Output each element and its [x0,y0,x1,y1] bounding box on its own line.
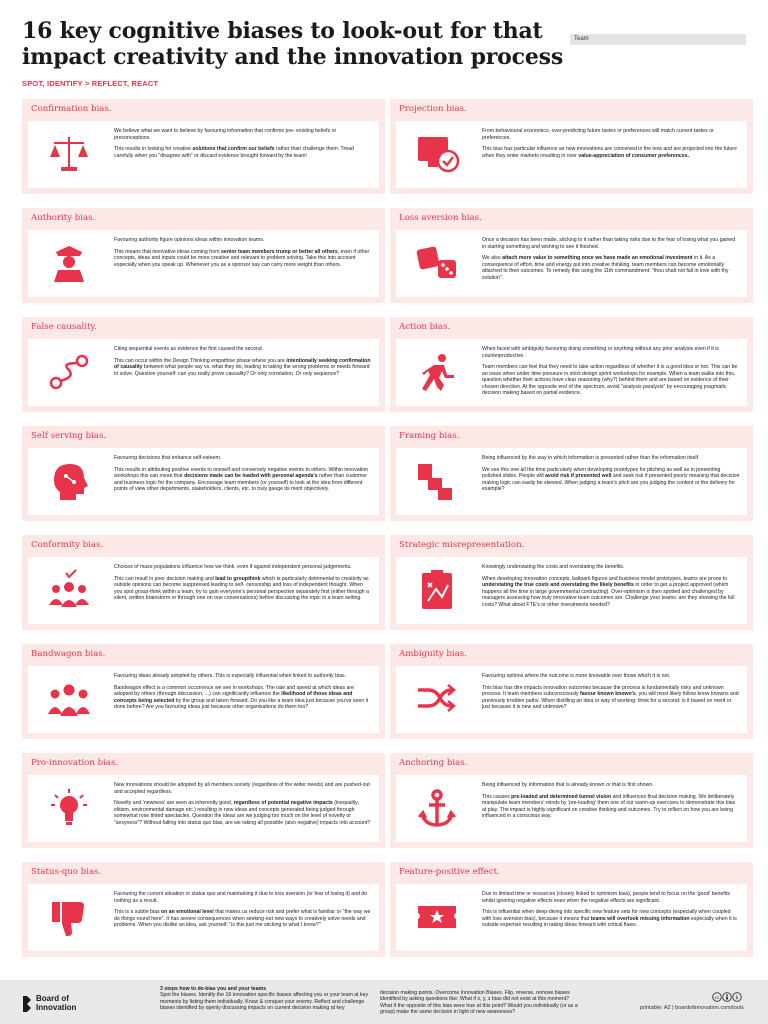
bias-definition: Choices of mass-populations influence how we think, even if against independent personal judgements. [114,564,352,570]
bias-explanation [482,685,740,711]
svg-text:cc: cc [714,996,720,1001]
bias-card-title: Conformity bias. [31,540,104,550]
bias-card-text [482,346,740,402]
bias-card-body [396,230,747,297]
frame-icon [414,460,460,502]
bias-explanation-emphasis: intentionally seeking confirmation of causality [114,357,371,370]
bias-explanation-end: (inequality, elitism, environmental damage etc.) resulting in new ideas and concepts generated being judged through somewhat rose tinted spectacles. Question the ideas are we judging too much on the level of novelty or "sexyness"? Without falling into status quo bias, are we taking all possible (also negative) impacts into account? [114,800,371,826]
bias-explanation-end: rather than challenge them. Tread carefully when you "disagree with" or discard evidence brought forward by the team! [114,146,354,159]
bias-card-text [114,673,372,716]
bias-explanation-emphasis: solutions that confirm our beliefs [192,146,275,152]
bias-explanation-end: between what people say vs. what they do, leading to taking the wrong problems or needs forward to solve. Question yourself: can you really prove causality? Or only correlation. Or only sequence? [114,364,370,377]
bias-explanation-start: This can result in poor decision making and [114,575,216,582]
bias-definition: Favouring decisions that enhance self-esteem. [114,455,222,461]
bias-explanation [114,358,372,378]
bias-explanation-start: Novelty and 'newness' are seen as inherently good, [114,800,234,806]
bias-explanation-emphasis: lead to groupthink [215,575,261,582]
svg-text:$: $ [735,995,739,1001]
bias-explanation-start: This results in looking for creative [114,146,193,152]
bias-card-text [482,673,740,716]
bias-card-text [482,455,740,498]
bias-explanation-start: Team members can feel that they need to take action regardless of whether it is a good idea or not. This can be an issue when under time pressure in strict design sprint workshops for example. When a team walks into this, question whether their actions have clear reasoning (why?) behind them and are based on evidence of their chosen direction. At the opposite end of the spectrum, avoid "analysis paralysis" by encouraging pragmatic decision making based on partial evidence. [482,364,738,396]
bias-card-text [482,128,740,164]
route-icon [46,351,92,393]
bias-card-body [396,339,747,406]
bias-explanation [482,146,740,159]
bias-explanation-end: that makes us reduce risk and prefer what is familiar or "the way we do things round here". It has severe consequences when seeking-out new ways to creatively solve needs and problems. When you dislike an idea, ask yourself: "is this just me sticking to what I know?" [114,909,371,928]
bias-explanation-emphasis: senior team members trump or better all others [220,248,338,255]
bias-explanation [482,794,740,820]
bias-definition: Favouring options where the outcome is more knowable over those which it is not. [482,673,671,679]
bias-explanation-start: This can occur within the Design Thinking empathise phase where you are [114,357,287,364]
bias-card-title: False causality. [31,322,97,332]
bias-card-text [482,782,740,825]
bias-explanation-end: , you will most likely follow know knowns and previously trodden paths. When distilling an idea or way of working: think for a second: is it based on merit or just because it is new and unknown? [482,691,739,710]
bias-card-text [114,891,372,934]
bias-explanation [114,467,372,493]
bias-card-body [28,884,379,951]
head-circuit-icon [46,460,92,502]
footer [0,980,768,1024]
bias-card-body [396,775,747,842]
bias-card-text [114,346,372,382]
bias-card [390,317,753,412]
bias-definition: Favouring authority figure opinions ideas within innovation teams. [114,237,265,243]
bias-definition: Once a decision has been made, sticking to it rather than taking risks due to the fear of losing what you gained in starting something and wishing to see it finished. [482,237,736,250]
bias-definition: Due to limited time or resources (closely linked to optimism bias), people tend to focus on the 'good' benefits whilst ignoring negative effects even when the negative effects are significant. [482,891,730,904]
bias-card-title: Projection bias. [399,104,467,114]
bias-card-text [482,564,740,613]
bias-explanation [114,576,372,602]
bias-explanation-end: which is particularly detrimental to creativity as outside opinions can become suppressed leading to self- censorship and loss of independent thought. When you spot group-think within a team, try to gain everyone's personal perspective separately first (either through a silent, written brainstorm or through one on one conversations) before discussing the topic in a team setting. [114,575,370,601]
team-field[interactable]: Team [570,34,746,45]
bias-explanation-start: This is a subtle bias [114,909,161,915]
bias-card-body [28,339,379,406]
bias-explanation [482,576,740,609]
clipboard-plan-icon [414,569,460,611]
bias-explanation-emphasis: attach more value to something once we have made an emotional investment [502,255,693,261]
bias-card-text [482,237,740,286]
license-icon [712,992,746,1004]
bias-card [390,208,753,303]
bias-card-text [114,564,372,607]
bias-explanation-emphasis: regardless of potential negative impacts [233,800,333,806]
bias-explanation-emphasis: avoid risk if presented well [545,473,612,479]
runner-icon [414,351,460,393]
scales-icon [46,133,92,175]
bias-definition: Being influenced by the way in which information is presented rather than the information itself. [482,455,700,461]
bias-explanation [482,909,740,929]
bias-explanation-end: in it. As a consequence of effort, time and energy put into creative thinking, team members can become emotionally attached to their outcomes. To remedy this using the 11th commandment: "thou shalt not fall in love with thy solution". [482,255,729,281]
shuffle-icon [414,678,460,720]
bias-explanation-start: Bandwagon effect is a common occurrence we see in workshops. The rate and speed at which ideas are adopted by others (through discussion, ...) can significantly influence the [114,684,355,697]
bias-explanation-end: especially when it is outside expertise resulting in taking ideas forward with critical flaws. [482,915,737,928]
bias-explanation-emphasis: understating the true costs and overstating the likely benefits [482,582,634,588]
bias-explanation-start: When developing innovation concepts, ballpark figures and business model prototypes, teams are prone to [482,575,728,582]
ticket-star-icon [414,896,460,938]
bias-explanation [114,800,372,826]
bias-card-title: Confirmation bias. [31,104,112,114]
bias-explanation [114,249,372,269]
bias-definition: We believe what we want to believe by favouring information that confirms pre- existing beliefs or preconceptions. [114,128,337,141]
bias-card-title: Anchoring bias. [399,758,468,768]
bias-card [22,317,385,412]
bias-definition: Knowingly understating the costs and overstating the benefits. [482,564,625,570]
bias-card [390,644,753,739]
bias-explanation-emphasis: likelihood of those ideas and concepts being selected [114,691,353,704]
bias-definition: New innovations should be adopted by all members society (regardless of the wider needs) and are pushed-out and accepted regardless. [114,782,370,795]
bias-explanation-end: , even if other concepts, ideas and inputs could be more creative and relevant to problem solving. Take this into account especially when you speak up. Whenever you as a sponsor say can carry more weight than others. [114,248,370,268]
bias-definition: Being influenced by information that is already known or that is first shown. [482,782,654,788]
bias-explanation-emphasis: on an emotional level [161,909,214,915]
bias-card-title: Feature-positive effect. [399,867,500,877]
bias-definition: Favouring the current situation or status quo and maintaining it due to loss aversion (or fear of losing it) and do nothing as a result. [114,891,368,904]
bias-card [390,99,753,194]
footer-steps-heading: 3 steps how to de-bias you and your teams [160,986,267,992]
bias-explanation-start: This bias has particular influence as new innovations are conceived in the now and are projected into the future when they enter markets resulting in over [482,146,737,159]
lightbulb-icon [46,787,92,829]
bias-card [22,535,385,630]
thumbs-down-icon [46,896,92,938]
bias-definition: Citing sequential events as evidence the first caused the second. [114,346,264,352]
bias-card-text [114,128,372,164]
bias-card-title: Authority bias. [31,213,96,223]
anchor-icon [414,787,460,829]
printable-link[interactable]: printable: A2 | boardofinnovation.com/tools [640,1005,744,1011]
bias-explanation-emphasis: decisions made can be loaded with personal agenda's [184,473,318,479]
bias-card-title: Action bias. [399,322,451,332]
bias-explanation-emphasis: pre-loaded and determined tunnel vision [511,793,612,800]
bias-explanation-end: rather than customer and business logic for the company. Encourage team members (or yourself) to look at the idea from different points of view other departments, stakeholders, clients, etc. to truly gauge its merit objectively. [114,473,367,492]
bias-explanation-start: We also [482,255,503,261]
bias-card-body [396,448,747,515]
logo-icon [22,996,32,1012]
bias-card-body [28,666,379,733]
bias-card [22,426,385,521]
bias-card [390,426,753,521]
bias-card-text [114,782,372,831]
bias-explanation [482,364,740,397]
bias-card-body [28,121,379,188]
bias-explanation [114,685,372,711]
bias-card-text [114,237,372,273]
bias-explanation-start: This results in attributing positive events to oneself and conversely negative events to others. Within innovation workshops this can mean that [114,466,369,479]
bias-card [22,644,385,739]
bias-explanation-start: We see this one all the time particularly when developing prototypes for pitching as well as in presenting polished slides. People will [482,466,721,479]
bias-explanation-end: by the group and taken forward. Do you like a team idea just because you've seen it done before? Are you favouring ideas just because other organisations do them too? [114,697,369,710]
bias-card-body [28,230,379,297]
bias-card-text [482,891,740,934]
bias-explanation-end: and influences final decision making. We deliberately manipulate team members' minds by 'pre-loading' them one of our warm-up exercises to demonstrate this bias at play. The impact is highly-significant on creative thinking and outcomes. Try to reflect on how you are being influenced in a conscious way. [482,793,736,819]
bias-card-body [396,666,747,733]
bias-card [390,535,753,630]
bias-card-title: Status-quo bias. [31,867,102,877]
footer-steps-continued: decision making points. Overcome Innovation Biases. Flip, reverse, remove biases identified by asking questions like: What if x, y, z bias did not exist at this moment? What if the opposite of this bias were true at this point? Would you individually (or as a group) make the same decision in light of new awareness? [380,990,578,1016]
bias-explanation [482,467,740,493]
bias-explanation-start: This causes [482,793,512,800]
dice-icon [414,242,460,284]
bias-explanation-emphasis: value-appreciation of consumer preferences. [578,152,690,159]
bias-card-title: Pro-innovation bias. [31,758,119,768]
bias-card-title: Framing bias. [399,431,460,441]
bias-explanation [482,255,740,281]
bias-card [22,753,385,848]
bias-explanation-end: in order to get a project approved (which happens all the time in large governmental contracting). Over-optimism is then spotted and challenged by managers assessing how truly innovative team outcomes are. Challenge your teams: are they showing the full costs? What about FTE's or other investments needed? [482,582,735,608]
screen-check-icon [414,133,460,175]
page-subtitle: SPOT, IDENTIFY > REFLECT, REACT [22,79,159,88]
officer-icon [46,242,92,284]
bias-definition: When faced with ambiguity favouring doing something or anything without any prior analysis even if it is counterproductive. [482,346,720,359]
bias-card-body [28,448,379,515]
bias-card-title: Loss aversion bias. [399,213,482,223]
bias-card-body [28,557,379,624]
bias-card [22,99,385,194]
page-title: 16 key cognitive biases to look-out for that impact creativity and the innovation process [22,18,564,70]
bias-definition: Favouring ideas already adopted by others. This is especially influential when linked to authority bias. [114,673,347,679]
group-check-icon [46,569,92,611]
crowd-icon [46,678,92,720]
bias-card [390,862,753,957]
footer-steps-text: Spot the biases. Identify the 16 innovation specific biases affecting you or your team at key moments by listing them individually. Know & conquer your enemy. Reflect and challenge biases identified by openly discussing impacts on current decision making at key [160,992,369,1012]
bias-card-body [28,775,379,842]
bias-explanation-emphasis: favour known known's [580,691,636,697]
bias-card-title: Self serving bias. [31,431,107,441]
bias-card-title: Bandwagon bias. [31,649,106,659]
bias-card-body [396,557,747,624]
bias-card [22,208,385,303]
bias-card-body [396,121,747,188]
bias-card [22,862,385,957]
bias-explanation-emphasis: teams will overlook missing information [590,915,690,922]
logo-text: Board of Innovation [36,994,77,1012]
bias-explanation-start: This is influential when deep-diving into specific new feature sets for new concepts (especially when coupled with loss aversion bias), because it means that [482,909,731,922]
bias-explanation [114,909,372,929]
bias-card [390,753,753,848]
bias-card-title: Strategic misrepresentation. [399,540,525,550]
bias-definition: From behavioural economics; over-predicting future tastes or preferences will match current tastes or preferences. [482,128,714,141]
bias-explanation-start: This bias has dire impacts innovation outcomes because the process is fundamentally risky and unknown process. It team members subconsciously [482,684,724,697]
bias-explanation-start: This means that innovative ideas coming from [114,248,221,255]
bias-explanation-end: and seek risk if presented poorly meaning that decision making logic can easily be skewed. When judging a team's pitch are you judging the content or the delivery for example? [482,473,740,492]
bias-card-text [114,455,372,498]
footer-steps [160,986,370,1012]
bias-explanation [114,146,372,159]
bias-card-body [396,884,747,951]
bias-card-title: Ambiguity bias. [399,649,467,659]
